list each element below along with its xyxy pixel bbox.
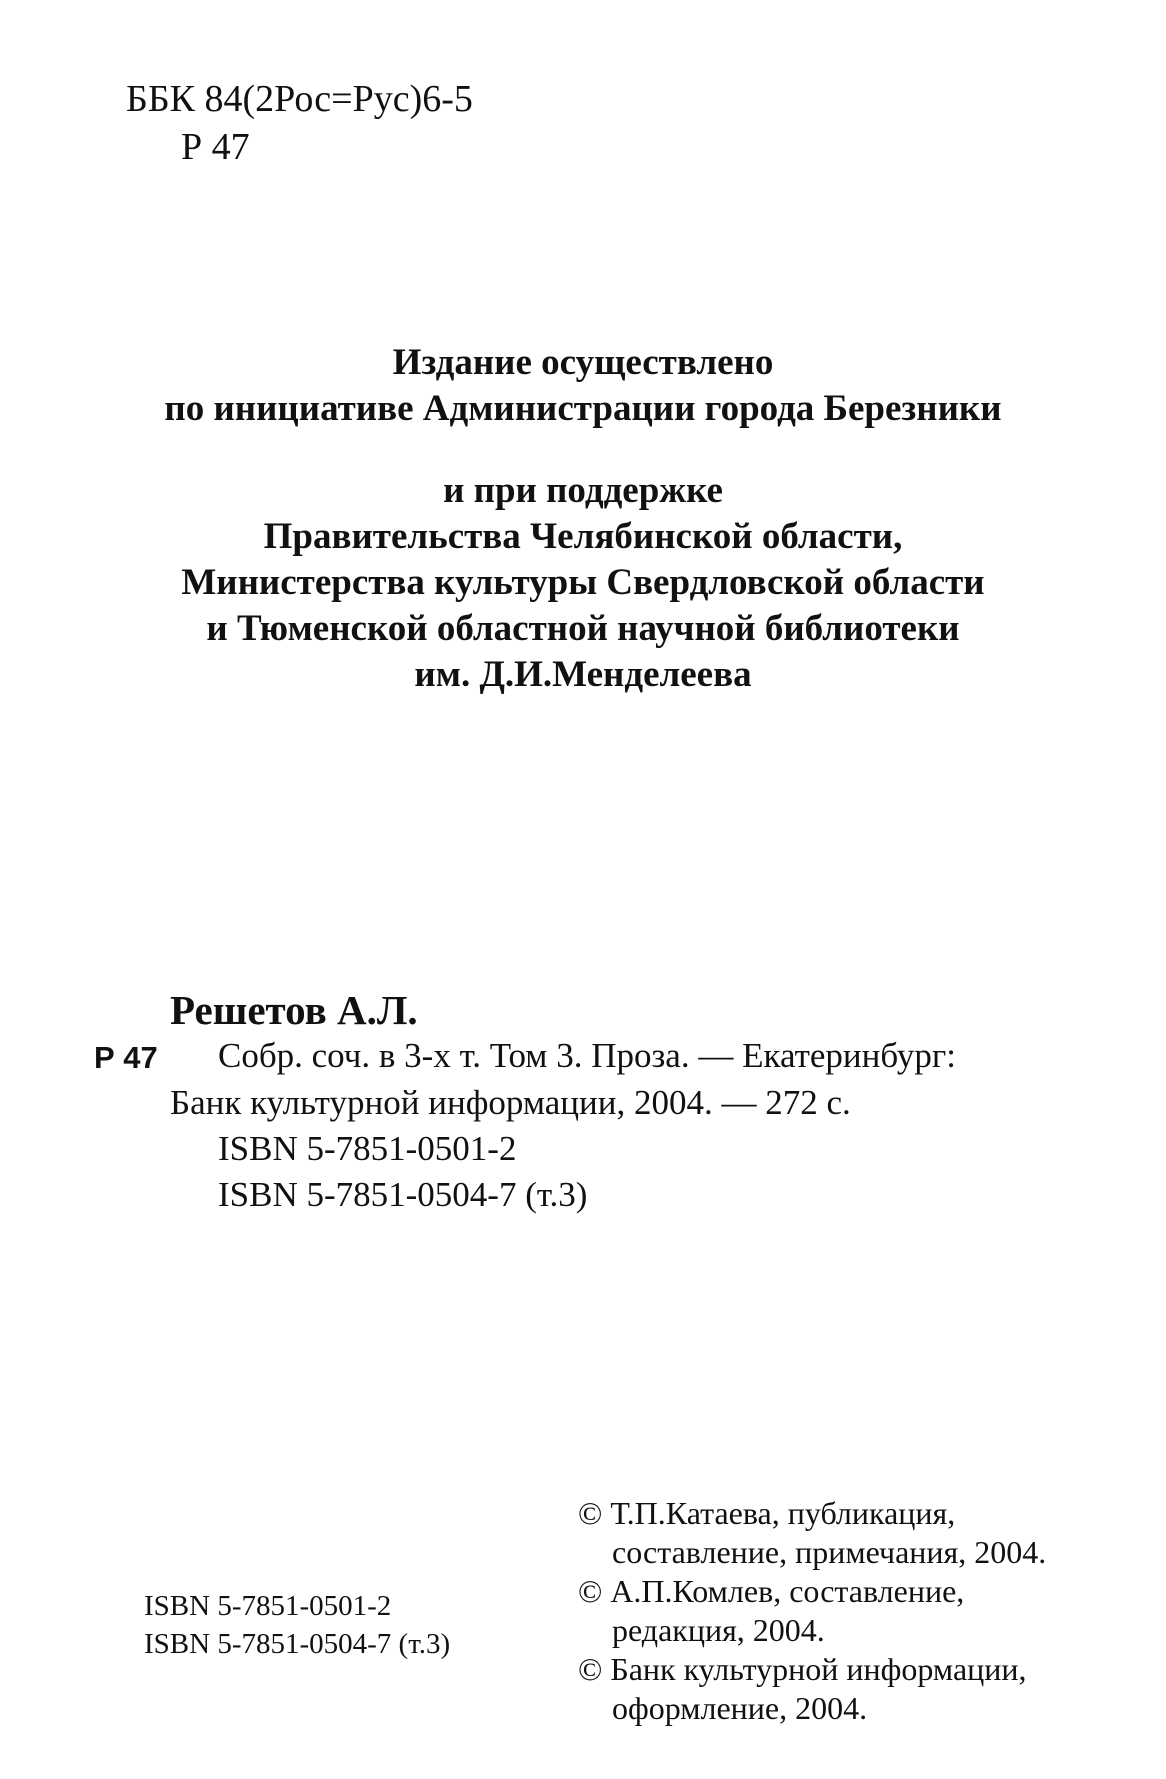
copyright-line: © А.П.Комлев, составление, xyxy=(578,1573,965,1609)
sponsorship-line: Издание осуществлено xyxy=(392,342,774,383)
copyright-line: оформление, 2004. xyxy=(612,1690,868,1726)
sponsorship-initiative xyxy=(0,340,1166,432)
isbn-set: ISBN 5-7851-0501-2 xyxy=(218,1129,517,1168)
copyright-line: © Т.П.Катаева, публикация, xyxy=(578,1495,956,1531)
bibliographic-description-line: Банк культурной информации, 2004. — 272 с. xyxy=(170,1083,851,1122)
bibliographic-description-line: Собр. соч. в 3-х т. Том 3. Проза. — Екатеринбург: xyxy=(218,1036,956,1075)
sponsorship-line: им. Д.И.Менделеева xyxy=(414,654,752,695)
copyright-line: редакция, 2004. xyxy=(612,1612,825,1648)
footer-isbn-volume: ISBN 5-7851-0504-7 (т.3) xyxy=(144,1628,451,1660)
sponsorship-line: по инициативе Администрации города Березники xyxy=(164,388,1002,429)
sponsorship-line: Министерства культуры Свердловской области xyxy=(181,562,985,603)
author-sign: Р 47 xyxy=(181,126,250,168)
copyright-block xyxy=(578,1494,1046,1728)
footer-isbn-set: ISBN 5-7851-0501-2 xyxy=(144,1590,392,1622)
sponsorship-line: Правительства Челябинской области, xyxy=(263,516,903,557)
bbk-index: ББК 84(2Рос=Рус)6-5 xyxy=(126,78,473,120)
sponsorship-line: и Тюменской областной научной библиотеки xyxy=(206,608,960,649)
copyright-line: составление, примечания, 2004. xyxy=(612,1534,1047,1570)
copyright-line: © Банк культурной информации, xyxy=(578,1651,1027,1687)
sponsorship-line: и при поддержке xyxy=(443,470,723,511)
sponsorship-support xyxy=(0,468,1166,698)
author-name: Решетов А.Л. xyxy=(170,987,418,1033)
catalog-code: Р 47 xyxy=(94,1040,158,1075)
isbn-volume: ISBN 5-7851-0504-7 (т.3) xyxy=(218,1175,588,1214)
